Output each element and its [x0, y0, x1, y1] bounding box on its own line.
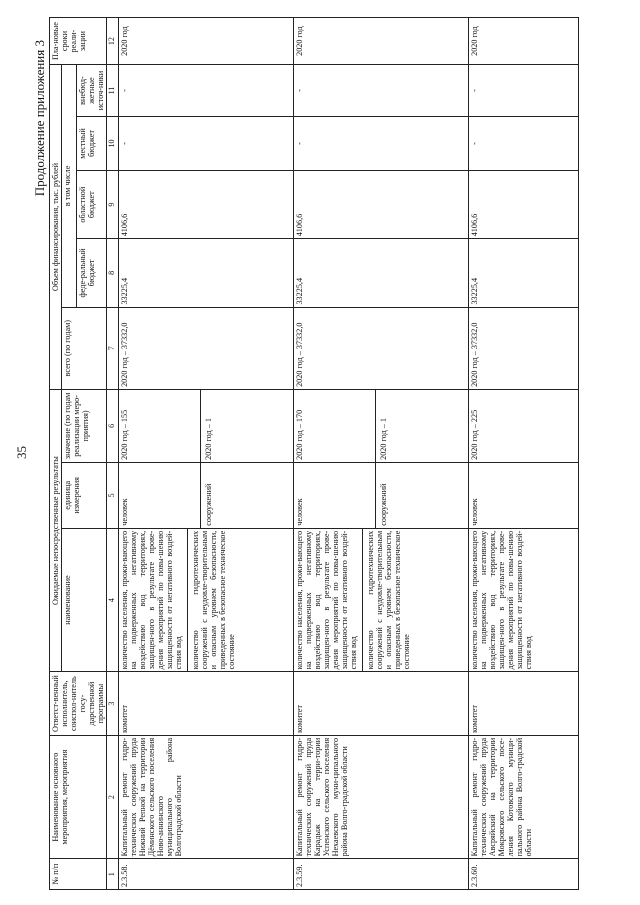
row-regional: 4106,6	[468, 171, 578, 239]
result-unit: сооружений	[375, 463, 388, 528]
row-extrabudget: -	[118, 65, 293, 117]
header-name: Наименование основного мероприятия, мероприятия	[50, 735, 107, 859]
table-row	[293, 18, 468, 890]
row-total: 2020 год – 37332,0	[293, 307, 468, 389]
row-regional: 4106,6	[293, 171, 468, 239]
row-total: 2020 год – 37332,0	[118, 307, 293, 389]
result-name: количество населения, прожи-вающего на подверженных негативному воздействию вод территориях, защищен-ного в результате прове-дения мероприятий по повы-шению защищенности от негативного воздей-ствия вод	[294, 530, 358, 670]
result-value: 2020 год – 155	[119, 409, 129, 460]
row-num: 2.3.58.	[118, 859, 293, 890]
header-local: местный бюджет	[77, 116, 107, 170]
col-number: 1	[107, 859, 119, 890]
result-value: 2020 год – 170	[294, 409, 304, 460]
column-number-row	[107, 18, 119, 890]
page-number: 35	[14, 446, 29, 459]
col-number: 3	[107, 672, 119, 736]
result-unit: человек	[468, 462, 578, 528]
row-result-units	[118, 462, 293, 528]
header-result-name: наименование	[62, 528, 107, 672]
row-result-units	[293, 462, 468, 528]
header-including: в том числе	[62, 65, 77, 307]
row-extrabudget: -	[293, 65, 468, 117]
result-unit: сооружений	[200, 463, 213, 528]
result-name: количество гидротехнических сооружений с неудовле-творительным и опасным уровнем безопасности, приведенных в безопасное техническое состояние	[187, 529, 236, 672]
result-name: количество населения, прожи-вающего на подверженных негативному воздействию вод территориях, защищен-ного в результате прове-дения мероприятий по повы-шению защищенности от негативного воздей-ствия вод	[468, 528, 578, 672]
col-number: 5	[107, 462, 119, 528]
result-unit: человек	[119, 498, 129, 526]
row-executor: комитет	[118, 672, 293, 736]
row-executor: комитет	[468, 672, 578, 736]
row-local: -	[293, 116, 468, 170]
row-executor: комитет	[293, 672, 468, 736]
header-extrabudget: внебюд-жетные источ-ники	[77, 65, 107, 117]
continuation-label: Продолжение приложения 3	[32, 40, 47, 197]
table-row	[118, 18, 293, 890]
header-total: всего (по годам)	[62, 307, 107, 389]
col-number: 12	[107, 18, 119, 65]
header-unit: единица измерения	[62, 462, 107, 528]
header-finance-group: Объем финансирования, тыс. рублей	[50, 65, 62, 390]
header-federal: феде-ральный бюджет	[77, 239, 107, 307]
header-regional: областной бюджет	[77, 171, 107, 239]
program-table	[49, 17, 579, 890]
result-name: количество населения, прожи-вающего на подверженных негативному воздействию вод территориях, защищен-ного в результате прове-дения мероприятий по повы-шению защищенности от негативного воздей-ствия вод	[119, 530, 183, 670]
row-result-names	[293, 528, 468, 672]
col-number: 6	[107, 389, 119, 462]
header-num: № п/п	[50, 859, 107, 890]
header-results-group: Ожидаемые непосредственные результаты	[50, 389, 62, 671]
row-extrabudget: -	[468, 65, 578, 117]
row-regional: 4106,6	[118, 171, 293, 239]
result-name: количество гидротехнических сооружений с неудовле-творительным и опасным уровнем безопасности, приведенных в безопасное техническое состояние	[362, 529, 411, 672]
col-number: 11	[107, 65, 119, 117]
header-value: значение (по годам реализации меро-приятия)	[62, 389, 107, 462]
row-num: 2.3.59.	[293, 859, 468, 890]
col-number: 2	[107, 735, 119, 859]
col-number: 10	[107, 116, 119, 170]
col-number: 8	[107, 239, 119, 307]
row-num: 2.3.60.	[468, 859, 578, 890]
result-value: 2020 год – 225	[468, 389, 578, 462]
col-number: 7	[107, 307, 119, 389]
col-number: 9	[107, 171, 119, 239]
row-result-values	[118, 389, 293, 462]
row-result-values	[293, 389, 468, 462]
row-result-names	[118, 528, 293, 672]
result-value: 2020 год – 1	[200, 390, 213, 462]
row-name: Капитальный ремонт гидро-технических сооружений пруда Карадыж на терри-тории Успенского сельского поселения Нехаевского муни-ципального района Волго-градской области	[293, 735, 468, 859]
row-local: -	[118, 116, 293, 170]
col-number: 4	[107, 528, 119, 672]
table-row	[468, 18, 578, 890]
row-terms: 2020 год	[118, 18, 293, 65]
row-terms: 2020 год	[293, 18, 468, 65]
row-name: Капитальный ремонт гидро-технических сооружений пруда Нижний Репной на территории Дёминского сельского поселения Ново-аннинского муниципального района Волгоградской области	[118, 735, 293, 859]
row-total: 2020 год – 37332,0	[468, 307, 578, 389]
row-federal: 33225,4	[468, 239, 578, 307]
row-federal: 33225,4	[118, 239, 293, 307]
row-local: -	[468, 116, 578, 170]
header-terms: Пла-новые сроки реали-зации	[50, 18, 107, 65]
result-unit: человек	[294, 498, 304, 526]
result-value: 2020 год – 1	[375, 390, 388, 462]
row-terms: 2020 год	[468, 18, 578, 65]
header-executor: Ответст-венный исполнитель, соиспол-нитель госу-дарственной программы	[50, 672, 107, 736]
row-name: Капитальный ремонт гидро-технических сооружений пруда Авсряйский на территории Мокровского сельского посе-ления Котовского муници-пального района Волго-градской области	[468, 735, 578, 859]
row-federal: 33225,4	[293, 239, 468, 307]
